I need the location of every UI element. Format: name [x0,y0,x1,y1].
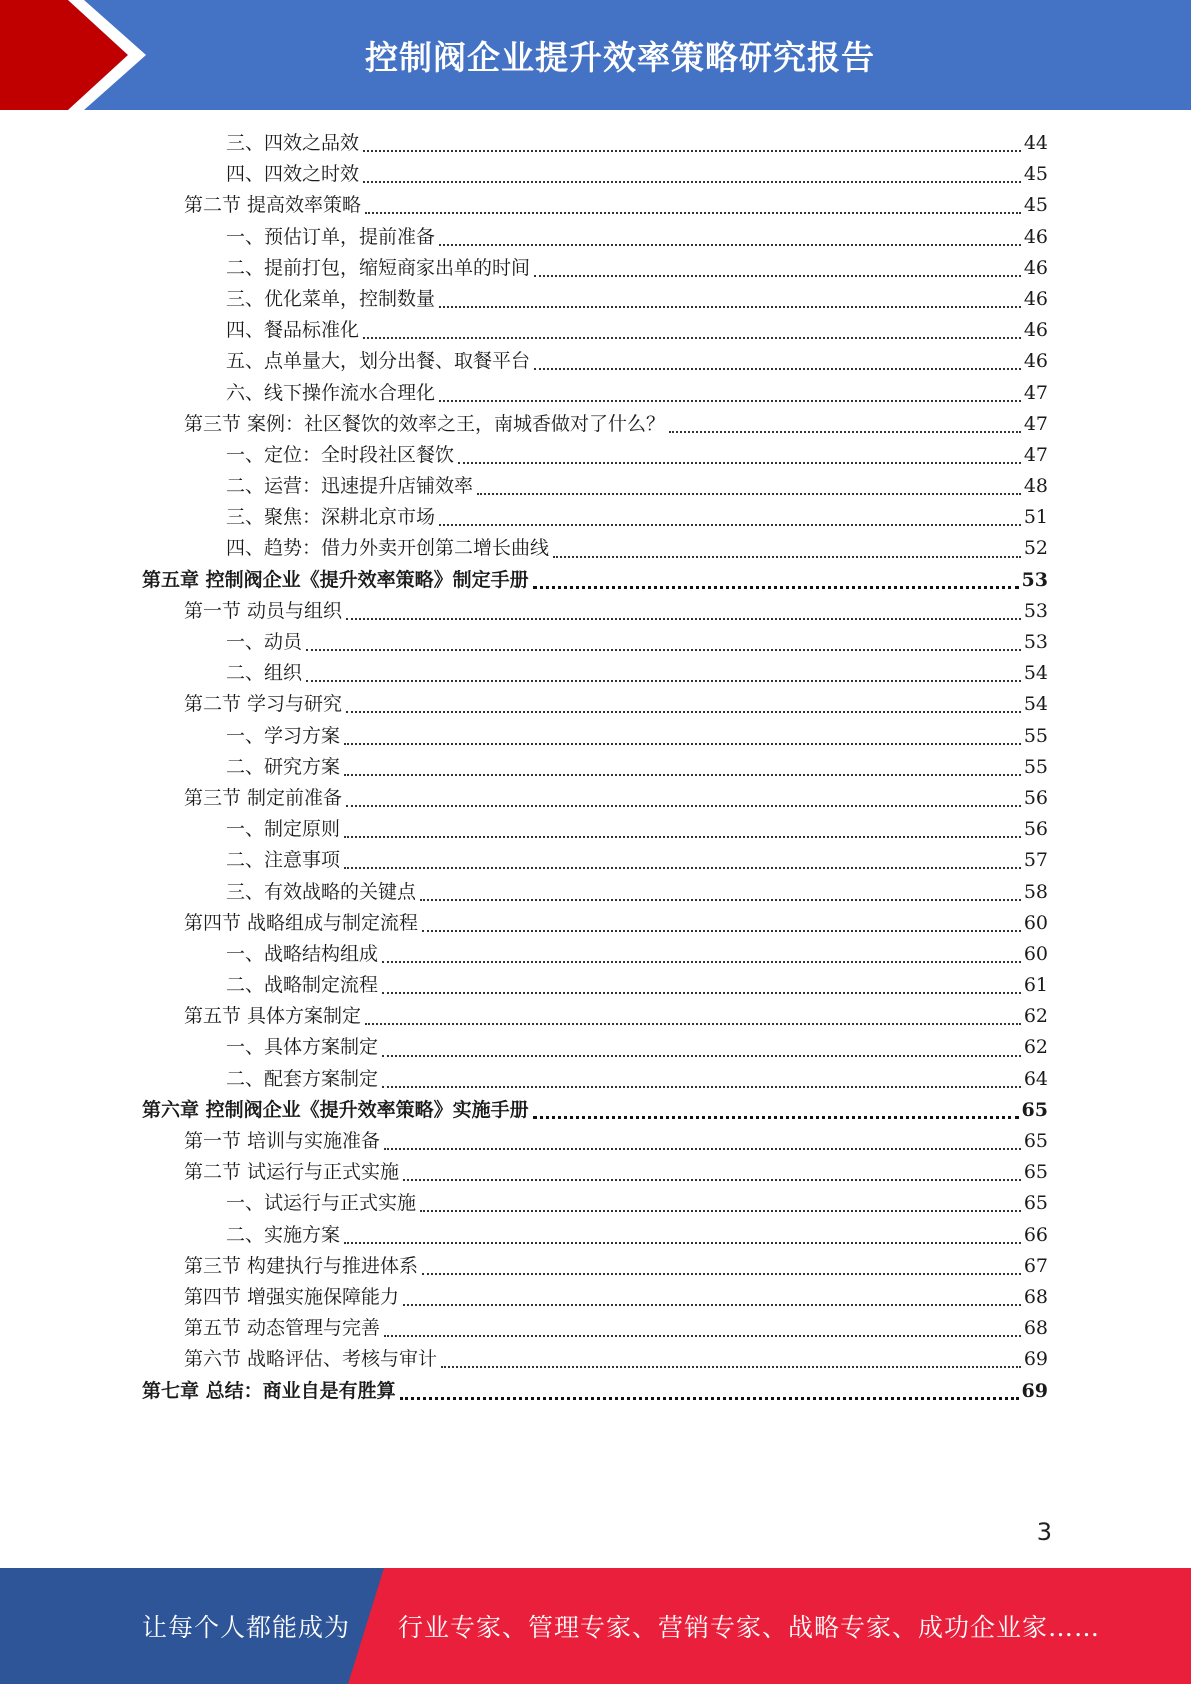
toc-entry-label: 第六章 控制阀企业《提升效率策略》实施手册 [142,1098,529,1121]
toc-entry-page: 52 [1023,537,1048,560]
toc-entry-page: 65 [1023,1161,1048,1184]
toc-entry-page: 56 [1023,818,1048,841]
toc-entry-label: 第四节 增强实施保障能力 [184,1285,400,1308]
page-header [0,0,1191,110]
toc-dot-leader [477,492,1021,495]
toc-entry-page: 62 [1023,1036,1048,1059]
toc-entry-label: 二、实施方案 [226,1223,341,1246]
toc-dot-leader [534,367,1021,370]
toc-entry-label: 二、注意事项 [226,849,341,872]
toc-entry-label: 三、聚焦：深耕北京市场 [226,506,436,529]
toc-subsection-entry[interactable] [142,658,1048,689]
toc-subsection-entry[interactable] [142,471,1048,502]
toc-dot-leader [420,898,1021,901]
toc-entry-label: 第二节 试运行与正式实施 [184,1161,400,1184]
toc-subsection-entry[interactable] [142,533,1048,564]
toc-entry-label: 第四节 战略组成与制定流程 [184,911,419,934]
toc-dot-leader [384,1147,1021,1150]
toc-dot-leader [533,585,1019,589]
toc-dot-leader [439,399,1021,402]
toc-dot-leader [669,430,1021,433]
toc-entry-page: 60 [1023,942,1048,965]
toc-entry-label: 一、战略结构组成 [226,942,379,965]
toc-section-entry[interactable] [142,1282,1048,1313]
toc-entry-label: 一、制定原则 [226,818,341,841]
toc-section-entry[interactable] [142,1001,1048,1032]
toc-dot-leader [441,1365,1021,1368]
toc-section-entry[interactable] [142,783,1048,814]
toc-entry-label: 第五节 动态管理与完善 [184,1317,381,1340]
toc-entry-label: 一、学习方案 [226,724,341,747]
toc-subsection-entry[interactable] [142,627,1048,658]
footer-roles: 行业专家、管理专家、营销专家、战略专家、成功企业家…… [398,1613,1101,1642]
table-of-contents [142,128,1048,1407]
toc-dot-leader [346,710,1021,713]
toc-subsection-entry[interactable] [142,378,1048,409]
page-number: 3 [1036,1518,1052,1546]
toc-dot-leader [382,1054,1021,1057]
toc-entry-label: 第五节 具体方案制定 [184,1005,362,1028]
toc-subsection-entry[interactable] [142,1220,1048,1251]
toc-dot-leader [534,274,1021,277]
toc-entry-label: 二、研究方案 [226,755,341,778]
toc-entry-page: 46 [1023,256,1048,279]
toc-entry-page: 47 [1023,443,1048,466]
toc-entry-label: 二、组织 [226,662,303,685]
toc-entry-label: 四、餐品标准化 [226,319,360,342]
toc-entry-page: 68 [1023,1317,1048,1340]
toc-entry-label: 第六节 战略评估、考核与审计 [184,1348,438,1371]
toc-entry-page: 65 [1021,1098,1048,1121]
toc-section-entry[interactable] [142,908,1048,939]
toc-dot-leader [344,835,1021,838]
toc-dot-leader [346,804,1021,807]
toc-entry-page: 53 [1023,631,1048,653]
toc-entry-page: 69 [1023,1348,1048,1371]
toc-entry-label: 一、动员 [226,631,303,653]
toc-entry-page: 44 [1023,132,1048,154]
toc-chapter-entry[interactable] [142,1376,1048,1407]
toc-subsection-entry[interactable] [142,159,1048,190]
toc-entry-label: 三、有效战略的关键点 [226,880,417,903]
toc-dot-leader [533,1115,1019,1119]
toc-dot-leader [403,1178,1021,1181]
toc-subsection-entry[interactable] [142,877,1048,908]
toc-dot-leader [365,211,1021,214]
toc-dot-leader [439,305,1021,308]
toc-dot-leader [439,523,1021,526]
toc-dot-leader [458,461,1021,464]
toc-entry-page: 46 [1023,225,1048,248]
toc-entry-page: 58 [1023,880,1048,903]
toc-entry-label: 六、线下操作流水合理化 [226,381,436,404]
toc-entry-page: 45 [1023,163,1048,186]
toc-entry-page: 66 [1023,1223,1048,1246]
toc-entry-label: 第二节 提高效率策略 [184,194,362,217]
toc-dot-leader [344,742,1021,745]
toc-subsection-entry[interactable] [142,1032,1048,1063]
toc-entry-page: 45 [1023,194,1048,217]
toc-section-entry[interactable] [142,190,1048,221]
toc-entry-page: 46 [1023,350,1048,373]
toc-entry-label: 一、预估订单，提前准备 [226,225,436,248]
toc-entry-page: 53 [1021,568,1048,591]
toc-subsection-entry[interactable] [142,814,1048,845]
toc-subsection-entry[interactable] [142,845,1048,876]
footer-slogan: 让每个人都能成为 [142,1613,351,1642]
toc-entry-page: 56 [1023,786,1048,809]
toc-entry-page: 62 [1023,1005,1048,1028]
toc-subsection-entry[interactable] [142,1064,1048,1095]
toc-dot-leader [422,929,1021,932]
toc-dot-leader [344,866,1021,869]
toc-subsection-entry[interactable] [142,128,1048,159]
toc-entry-page: 65 [1023,1192,1048,1215]
toc-entry-page: 67 [1023,1254,1048,1277]
toc-entry-label: 四、趋势：借力外卖开创第二增长曲线 [226,537,550,560]
toc-entry-page: 54 [1023,662,1048,685]
toc-section-entry[interactable] [142,596,1048,627]
toc-dot-leader [553,555,1021,558]
toc-dot-leader [422,1272,1021,1275]
toc-subsection-entry[interactable] [142,1188,1048,1219]
toc-entry-label: 第一节 培训与实施准备 [184,1130,381,1152]
toc-entry-label: 第三节 制定前准备 [184,786,343,809]
toc-entry-label: 一、具体方案制定 [226,1036,379,1059]
toc-chapter-entry[interactable] [142,1095,1048,1126]
toc-section-entry[interactable] [142,689,1048,720]
toc-dot-leader [363,180,1021,183]
toc-subsection-entry[interactable] [142,284,1048,315]
toc-entry-page: 61 [1023,974,1048,997]
toc-section-entry[interactable] [142,1313,1048,1344]
toc-dot-leader [365,1022,1021,1025]
toc-section-entry[interactable] [142,1157,1048,1188]
toc-dot-leader [344,773,1021,776]
toc-entry-page: 51 [1023,506,1048,529]
toc-entry-page: 57 [1023,849,1048,872]
toc-chapter-entry[interactable] [142,565,1048,596]
toc-dot-leader [306,679,1021,682]
toc-entry-page: 53 [1023,599,1048,622]
toc-subsection-entry[interactable] [142,440,1048,471]
toc-entry-label: 一、试运行与正式实施 [226,1192,417,1215]
toc-subsection-entry[interactable] [142,939,1048,970]
toc-entry-page: 55 [1023,724,1048,747]
toc-entry-label: 二、战略制定流程 [226,974,379,997]
toc-entry-page: 68 [1023,1285,1048,1308]
toc-entry-page: 46 [1023,287,1048,310]
toc-dot-leader [382,960,1021,963]
toc-entry-label: 第三节 案例：社区餐饮的效率之王，南城香做对了什么？ [184,412,666,435]
toc-section-entry[interactable] [142,1251,1048,1282]
toc-entry-label: 第一节 动员与组织 [184,599,343,622]
toc-entry-page: 47 [1023,381,1048,404]
toc-dot-leader [363,149,1021,152]
toc-dot-leader [382,1085,1021,1088]
toc-entry-label: 四、四效之时效 [226,163,360,186]
toc-subsection-entry[interactable] [142,315,1048,346]
page-footer [0,1568,1191,1684]
toc-section-entry[interactable] [142,409,1048,440]
header-arrow-icon [0,0,160,110]
toc-subsection-entry[interactable] [142,970,1048,1001]
toc-entry-label: 二、提前打包，缩短商家出单的时间 [226,256,531,279]
toc-entry-label: 三、四效之品效 [226,132,360,154]
toc-entry-page: 48 [1023,475,1048,498]
toc-entry-label: 二、运营：迅速提升店铺效率 [226,475,474,498]
toc-section-entry[interactable] [142,1126,1048,1157]
toc-entry-label: 第三节 构建执行与推进体系 [184,1254,419,1277]
toc-entry-label: 五、点单量大，划分出餐、取餐平台 [226,350,531,373]
toc-subsection-entry[interactable] [142,222,1048,253]
toc-subsection-entry[interactable] [142,253,1048,284]
toc-subsection-entry[interactable] [142,346,1048,377]
toc-dot-leader [420,1209,1021,1212]
toc-dot-leader [400,1396,1019,1400]
toc-entry-page: 47 [1023,412,1048,435]
toc-subsection-entry[interactable] [142,752,1048,783]
toc-entry-page: 69 [1021,1379,1048,1402]
toc-entry-label: 一、定位：全时段社区餐饮 [226,443,455,466]
toc-entry-label: 第二节 学习与研究 [184,693,343,716]
toc-section-entry[interactable] [142,1344,1048,1375]
toc-entry-page: 64 [1023,1067,1048,1090]
toc-dot-leader [306,648,1021,651]
toc-entry-page: 65 [1023,1130,1048,1152]
toc-dot-leader [384,1334,1021,1337]
toc-dot-leader [403,1303,1021,1306]
document-title: 控制阀企业提升效率策略研究报告 [365,37,875,77]
toc-entry-label: 二、配套方案制定 [226,1067,379,1090]
toc-dot-leader [344,1241,1021,1244]
toc-entry-label: 三、优化菜单，控制数量 [226,287,436,310]
toc-subsection-entry[interactable] [142,502,1048,533]
toc-entry-page: 46 [1023,319,1048,342]
toc-entry-label: 第五章 控制阀企业《提升效率策略》制定手册 [142,568,529,591]
toc-dot-leader [363,336,1021,339]
toc-dot-leader [439,243,1021,246]
toc-entry-page: 55 [1023,755,1048,778]
toc-dot-leader [382,991,1021,994]
toc-entry-label: 第七章 总结：商业自是有胜算 [142,1379,396,1402]
toc-entry-page: 60 [1023,911,1048,934]
toc-dot-leader [346,617,1021,620]
toc-entry-page: 54 [1023,693,1048,716]
toc-subsection-entry[interactable] [142,721,1048,752]
